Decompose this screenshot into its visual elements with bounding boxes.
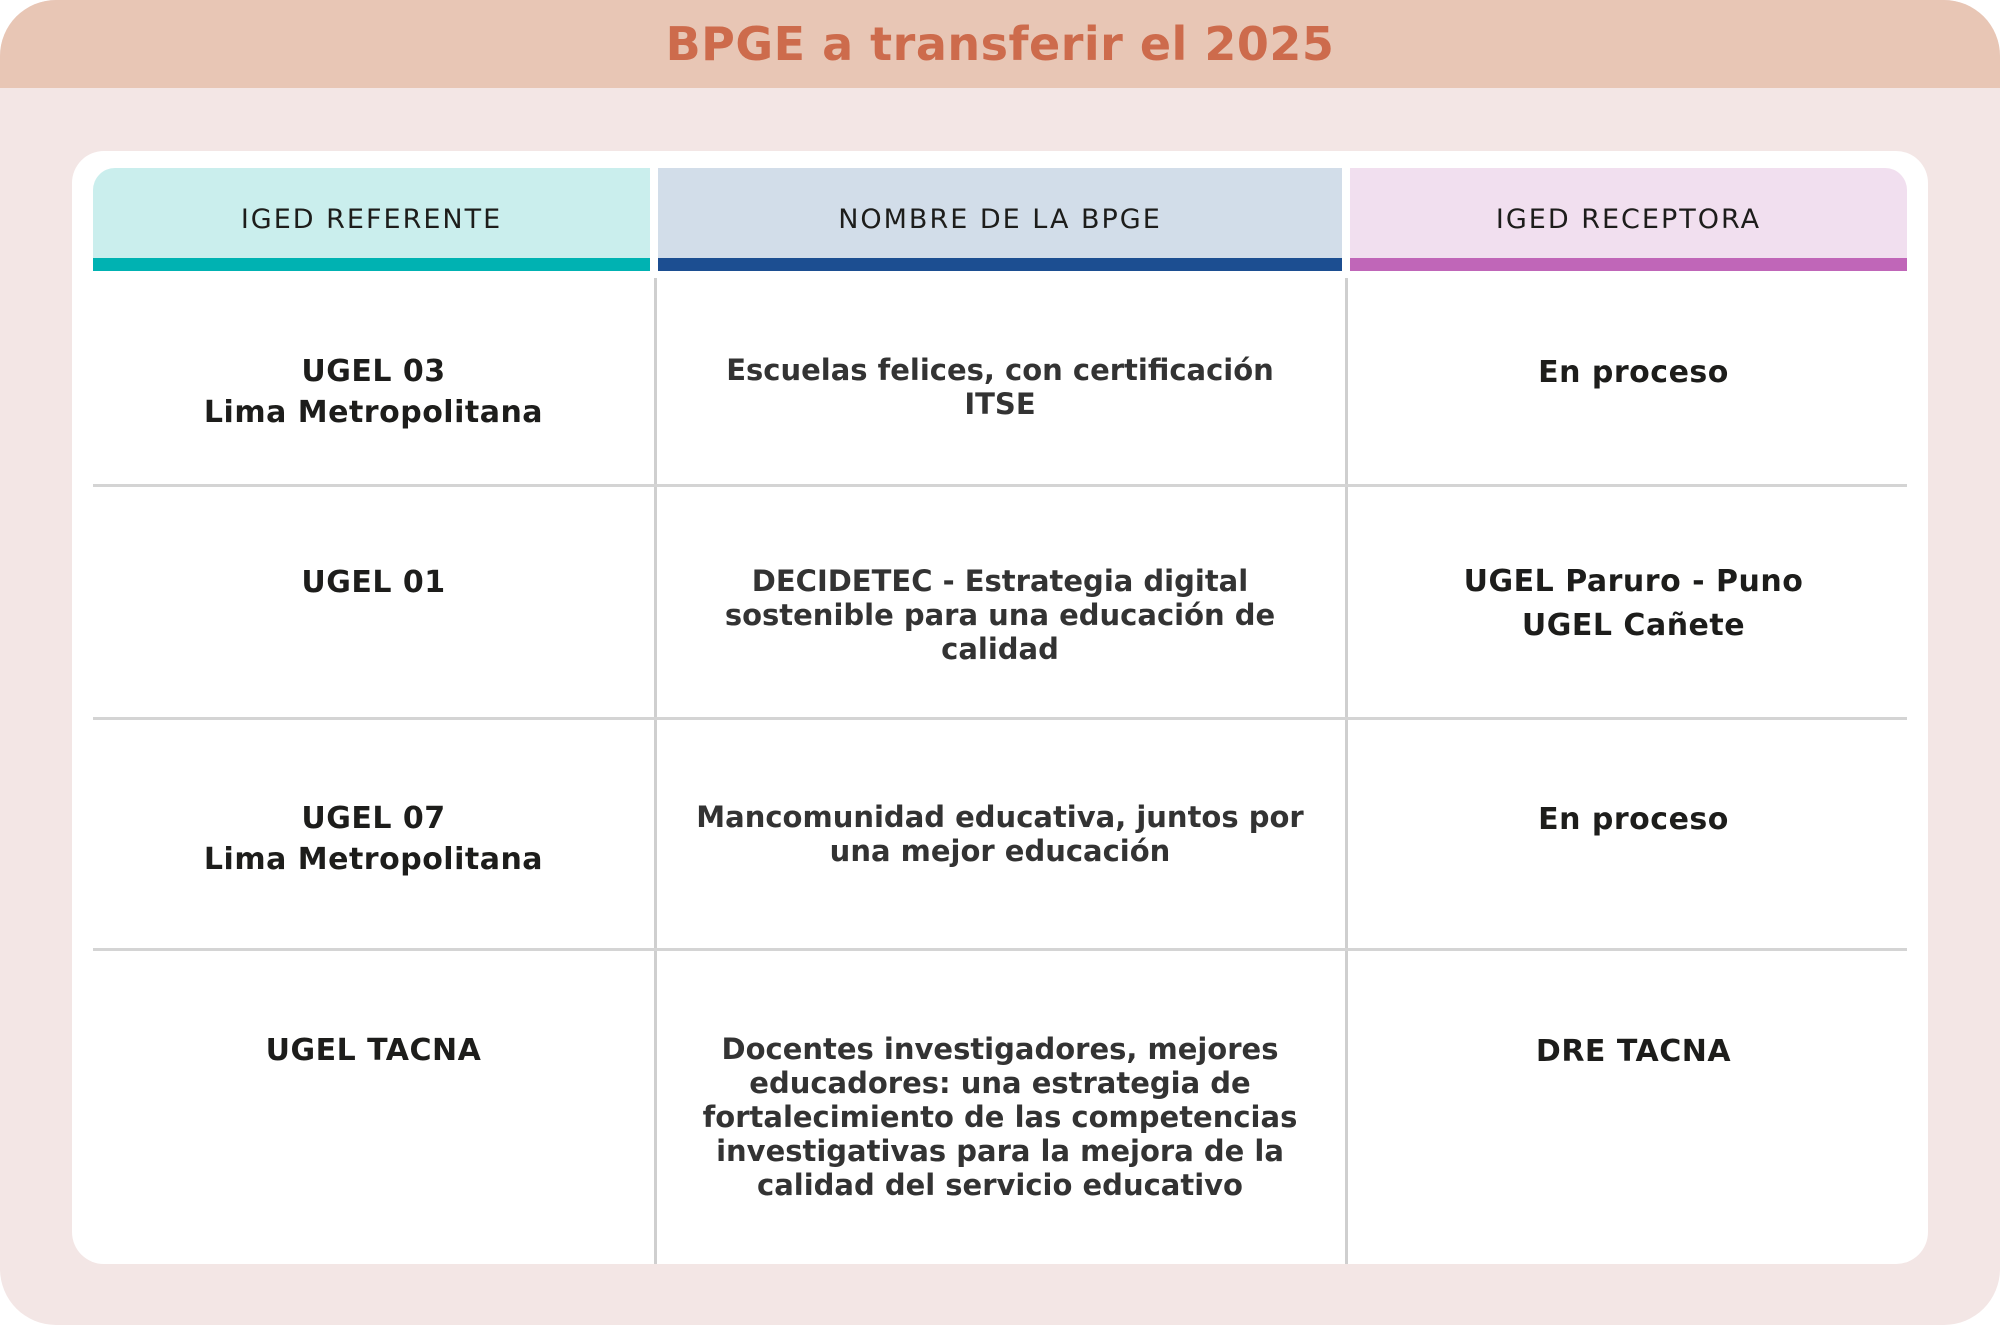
cell-line: UGEL Cañete bbox=[1521, 608, 1746, 643]
header-iged-receptora: IGED RECEPTORA bbox=[1350, 168, 1907, 271]
cell-line: UGEL 03 bbox=[301, 354, 446, 389]
table-row-1-referente bbox=[93, 351, 654, 433]
table-row-4-receptora bbox=[1360, 1030, 1907, 1074]
cell-line: Lima Metropolitana bbox=[203, 842, 544, 877]
table-row-3-receptora bbox=[1360, 798, 1907, 842]
row-divider bbox=[93, 484, 1907, 487]
cell-line: Escuelas felices, con certificación bbox=[726, 353, 1274, 387]
cell-line: una mejor educación bbox=[829, 834, 1171, 868]
cell-line: UGEL Paruro - Puno bbox=[1463, 564, 1804, 599]
header-nombre-bpge: NOMBRE DE LA BPGE bbox=[658, 168, 1342, 271]
cell-line: En proceso bbox=[1538, 355, 1729, 390]
row-divider bbox=[93, 948, 1907, 951]
table-row-3-referente bbox=[93, 798, 654, 880]
cell-line: ITSE bbox=[964, 387, 1036, 421]
cell-line: UGEL 01 bbox=[301, 565, 446, 600]
table-row-3-nombre bbox=[672, 800, 1328, 868]
cell-line: Docentes investigadores, mejores bbox=[721, 1032, 1279, 1066]
cell-line: investigativas para la mejora de la bbox=[716, 1134, 1284, 1168]
cell-line: calidad bbox=[941, 632, 1059, 666]
cell-line: En proceso bbox=[1538, 802, 1729, 837]
cell-line: fortalecimiento de las competencias bbox=[702, 1100, 1298, 1134]
cell-line: sostenible para una educación de bbox=[724, 598, 1276, 632]
header-iged-referente: IGED REFERENTE bbox=[93, 168, 650, 271]
table-row-1-nombre bbox=[672, 353, 1328, 421]
table-row-2-nombre bbox=[672, 564, 1328, 666]
table-row-2-receptora bbox=[1360, 560, 1907, 648]
cell-line: Mancomunidad educativa, juntos por bbox=[696, 800, 1304, 834]
cell-line: UGEL TACNA bbox=[265, 1033, 482, 1068]
table-row-1-receptora bbox=[1360, 351, 1907, 395]
table-row-4-nombre bbox=[672, 1032, 1328, 1202]
page-title: BPGE a transferir el 2025 bbox=[665, 17, 1335, 71]
cell-line: calidad del servicio educativo bbox=[757, 1168, 1243, 1202]
cell-line: UGEL 07 bbox=[301, 801, 446, 836]
table-row-2-referente bbox=[93, 562, 654, 603]
cell-line: Lima Metropolitana bbox=[203, 395, 544, 430]
row-divider bbox=[93, 717, 1907, 720]
title-bar bbox=[0, 0, 2000, 88]
cell-line: DECIDETEC - Estrategia digital bbox=[751, 564, 1249, 598]
cell-line: DRE TACNA bbox=[1535, 1034, 1732, 1069]
table-row-4-referente bbox=[93, 1030, 654, 1071]
cell-line: educadores: una estrategia de bbox=[749, 1066, 1251, 1100]
table-panel bbox=[72, 151, 1928, 1264]
column-divider bbox=[654, 278, 657, 1264]
column-divider bbox=[1345, 278, 1348, 1264]
